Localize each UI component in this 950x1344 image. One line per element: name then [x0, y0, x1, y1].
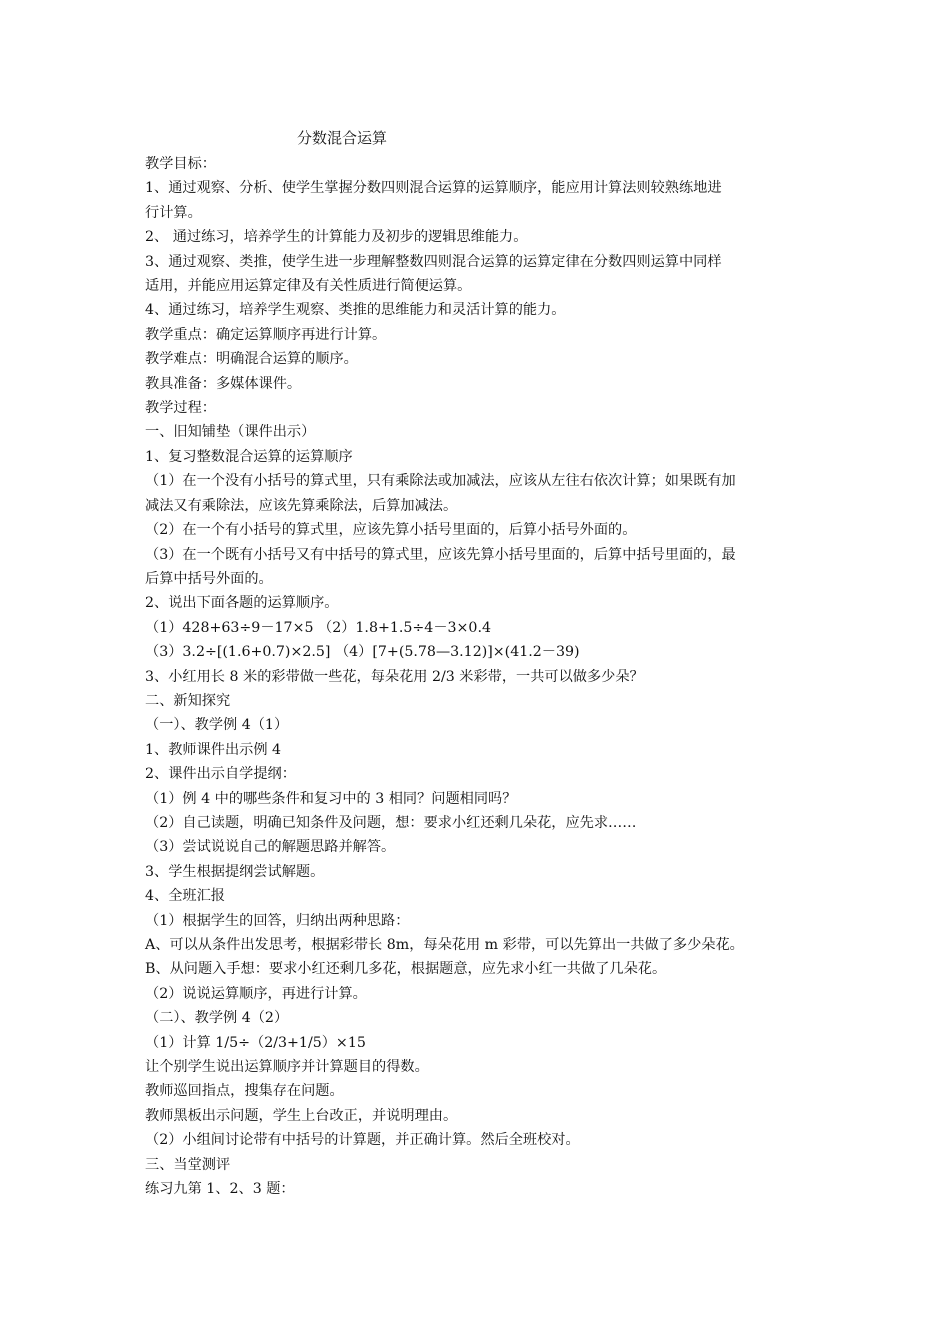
- document-body: [145, 152, 825, 1201]
- text-line: 1、复习整数混合运算的运算顺序: [145, 448, 353, 465]
- text-line: 行计算。: [145, 204, 202, 221]
- text-line: A、可以从条件出发思考，根据彩带长 8m，每朵花用 m 彩带，可以先算出一共做了多少朵花。: [145, 937, 744, 953]
- text-line: 2、说出下面各题的运算顺序。: [145, 595, 339, 612]
- text-line: 适用，并能应用运算定律及有关性质进行简便运算。: [145, 278, 472, 295]
- text-line: （2）自己读题，明确已知条件及问题，想：要求小红还剩几朵花，应先求……: [145, 814, 637, 831]
- text-line: （3）尝试说说自己的解题思路并解答。: [145, 839, 396, 856]
- text-line: 练习九第 1、2、3 题：: [145, 1181, 295, 1198]
- document-title: 分数混合运算: [297, 129, 388, 147]
- text-line: 教学难点：明确混合运算的顺序。: [145, 351, 358, 368]
- text-line: 教学过程：: [145, 400, 216, 417]
- text-line: （1）例 4 中的哪些条件和复习中的 3 相同？问题相同吗？: [145, 790, 517, 807]
- text-line: 2、 通过练习，培养学生的计算能力及初步的逻辑思维能力。: [145, 229, 528, 246]
- text-line: （1）428+63÷9－17×5 （2）1.8+1.5÷4－3×0.4: [145, 619, 491, 636]
- text-line: （1）在一个没有小括号的算式里，只有乘除法或加减法，应该从左往右依次计算；如果既有加: [145, 473, 736, 490]
- text-line: （2）说说运算顺序，再进行计算。: [145, 985, 367, 1002]
- text-line: 教学重点：确定运算顺序再进行计算。: [145, 326, 387, 343]
- text-line: 一、旧知铺垫（课件出示）: [145, 424, 316, 441]
- text-line: （2）在一个有小括号的算式里，应该先算小括号里面的，后算小括号外面的。: [145, 522, 637, 539]
- text-line: 后算中括号外面的。: [145, 570, 273, 587]
- text-line: 二、新知探究: [145, 692, 231, 709]
- text-line: （2）小组间讨论带有中括号的计算题，并正确计算。然后全班校对。: [145, 1132, 580, 1149]
- text-line: 3、学生根据提纲尝试解题。: [145, 863, 325, 880]
- text-line: 1、通过观察、分析、使学生掌握分数四则混合运算的运算顺序，能应用计算法则较熟练地进: [145, 180, 722, 197]
- text-line: 减法又有乘除法，应该先算乘除法，后算加减法。: [145, 497, 458, 514]
- text-line: 教具准备：多媒体课件。: [145, 375, 302, 392]
- text-line: 教师巡回指点，搜集存在问题。: [145, 1083, 344, 1100]
- text-line: 三、当堂测评: [145, 1156, 231, 1173]
- text-line: （1）根据学生的回答，归纳出两种思路：: [145, 912, 410, 929]
- text-line: （二）、教学例 4（2）: [145, 1010, 289, 1027]
- text-line: （3）3.2÷[(1.6+0.7)×2.5] （4）[7+(5.78—3.12)]×(41.2－39): [145, 644, 580, 661]
- text-line: 4、全班汇报: [145, 888, 225, 905]
- text-line: 2、课件出示自学提纲：: [145, 766, 296, 783]
- text-line: 3、通过观察、类推，使学生进一步理解整数四则混合运算的运算定律在分数四则运算中同样: [145, 253, 722, 270]
- text-line: 让个别学生说出运算顺序并计算题目的得数。: [145, 1059, 429, 1076]
- text-line: （一）、教学例 4（1）: [145, 717, 289, 734]
- text-line: （3）在一个既有小括号又有中括号的算式里，应该先算小括号里面的，后算中括号里面的，最: [145, 546, 736, 563]
- text-line: 教学目标：: [145, 156, 216, 172]
- text-line: 教师黑板出示问题，学生上台改正，并说明理由。: [145, 1107, 458, 1124]
- text-line: 4、通过练习，培养学生观察、类推的思维能力和灵活计算的能力。: [145, 302, 566, 319]
- text-line: B、从问题入手想：要求小红还剩几多花，根据题意，应先求小红一共做了几朵花。: [145, 961, 667, 978]
- text-line: （1）计算 1/5÷（2/3+1/5）×15: [145, 1034, 366, 1051]
- text-line: 1、教师课件出示例 4: [145, 741, 282, 758]
- text-line: 3、小红用长 8 米的彩带做一些花，每朵花用 2/3 米彩带，一共可以做多少朵？: [145, 668, 644, 685]
- document-page: [145, 128, 825, 1201]
